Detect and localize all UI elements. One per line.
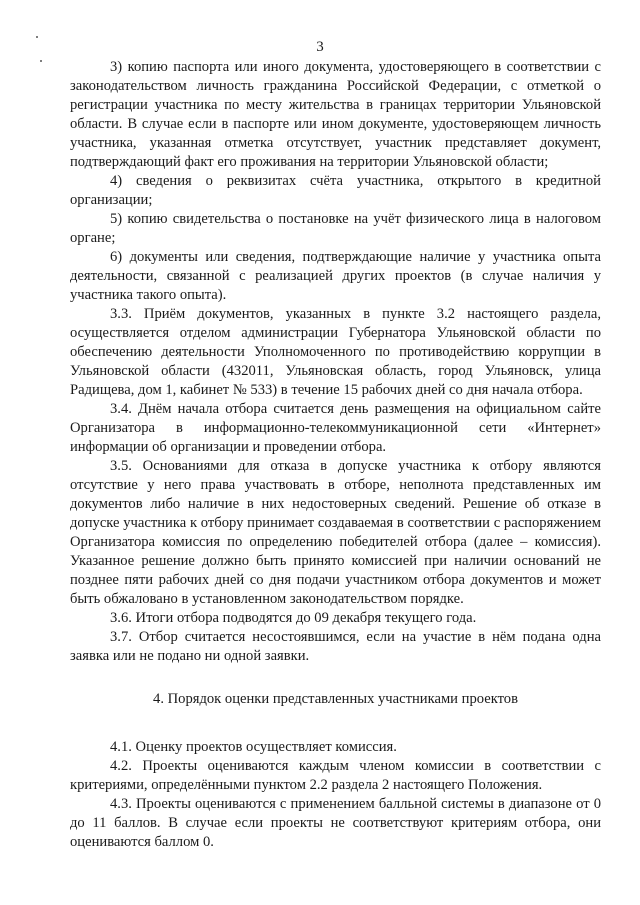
- paragraph: 4.3. Проекты оцениваются с применением балльной системы в диапазоне от 0 до 11 баллов. В случае если проекты не соответствуют критериям отбора, они оцениваются баллом 0.: [70, 796, 601, 850]
- document-body: [70, 58, 601, 666]
- paragraph: 3.7. Отбор считается несостоявшимся, если на участие в нём подана одна заявка или не подано ни одной заявки.: [70, 629, 601, 664]
- paragraph: 6) документы или сведения, подтверждающие наличие у участника опыта деятельности, связанной с реализацией других проектов (в случае наличия у участника такого опыта).: [70, 249, 601, 303]
- page-number: 3: [316, 39, 324, 55]
- section-heading: 4. Порядок оценки представленных участниками проектов: [153, 691, 518, 707]
- paragraph: 3.5. Основаниями для отказа в допуске участника к отбору являются отсутствие у него права участвовать в отборе, неполнота представленных им документов либо наличие в них недостоверных сведений. Решение об отказе в допуске участника к отбору принимает создаваемая в соответствии с распоряжением Организатора комиссия по определению победителей отбора (далее – комиссия). Указанное решение должно быть принято комиссией при наличии оснований не позднее пяти рабочих дней со дня подачи участником отбора документов и может быть обжаловано в установленном законодательством порядке.: [70, 458, 601, 607]
- paragraph: 4.1. Оценку проектов осуществляет комиссия.: [110, 739, 397, 755]
- section-body: [70, 738, 601, 852]
- paragraph: 4) сведения о реквизитах счёта участника, открытого в кредитной организации;: [70, 173, 601, 208]
- paragraph: 3.6. Итоги отбора подводятся до 09 декабря текущего года.: [110, 610, 477, 626]
- paragraph: 3.3. Приём документов, указанных в пункте 3.2 настоящего раздела, осуществляется отделом администрации Губернатора Ульяновской области по обеспечению деятельности Уполномоченного по противодействию коррупции в Ульяновской области (432011, Ульяновская область, город Ульяновск, улица Радищева, дом 1, кабинет № 533) в течение 15 рабочих дней со дня начала отбора.: [70, 306, 601, 398]
- paragraph: 3.4. Днём начала отбора считается день размещения на официальном сайте Организатора в информационно-телекоммуникационной сети «Интернет» информации об организации и проведении отбора.: [70, 401, 601, 455]
- scan-speck: [40, 60, 42, 62]
- paragraph: 3) копию паспорта или иного документа, удостоверяющего в соответствии с законодательством личность гражданина Российской Федерации, с отметкой о регистрации участника по месту жительства в границах территории Ульяновской области. В случае если в паспорте или ином документе, удостоверяющем личность участника, указанная отметка отсутствует, участник представляет документ, подтверждающий факт его проживания на территории Ульяновской области;: [70, 59, 601, 170]
- paragraph: 5) копию свидетельства о постановке на учёт физического лица в налоговом органе;: [70, 211, 601, 246]
- paragraph: 4.2. Проекты оцениваются каждым членом комиссии в соответствии с критериями, определёнными пунктом 2.2 раздела 2 настоящего Положения.: [70, 758, 601, 793]
